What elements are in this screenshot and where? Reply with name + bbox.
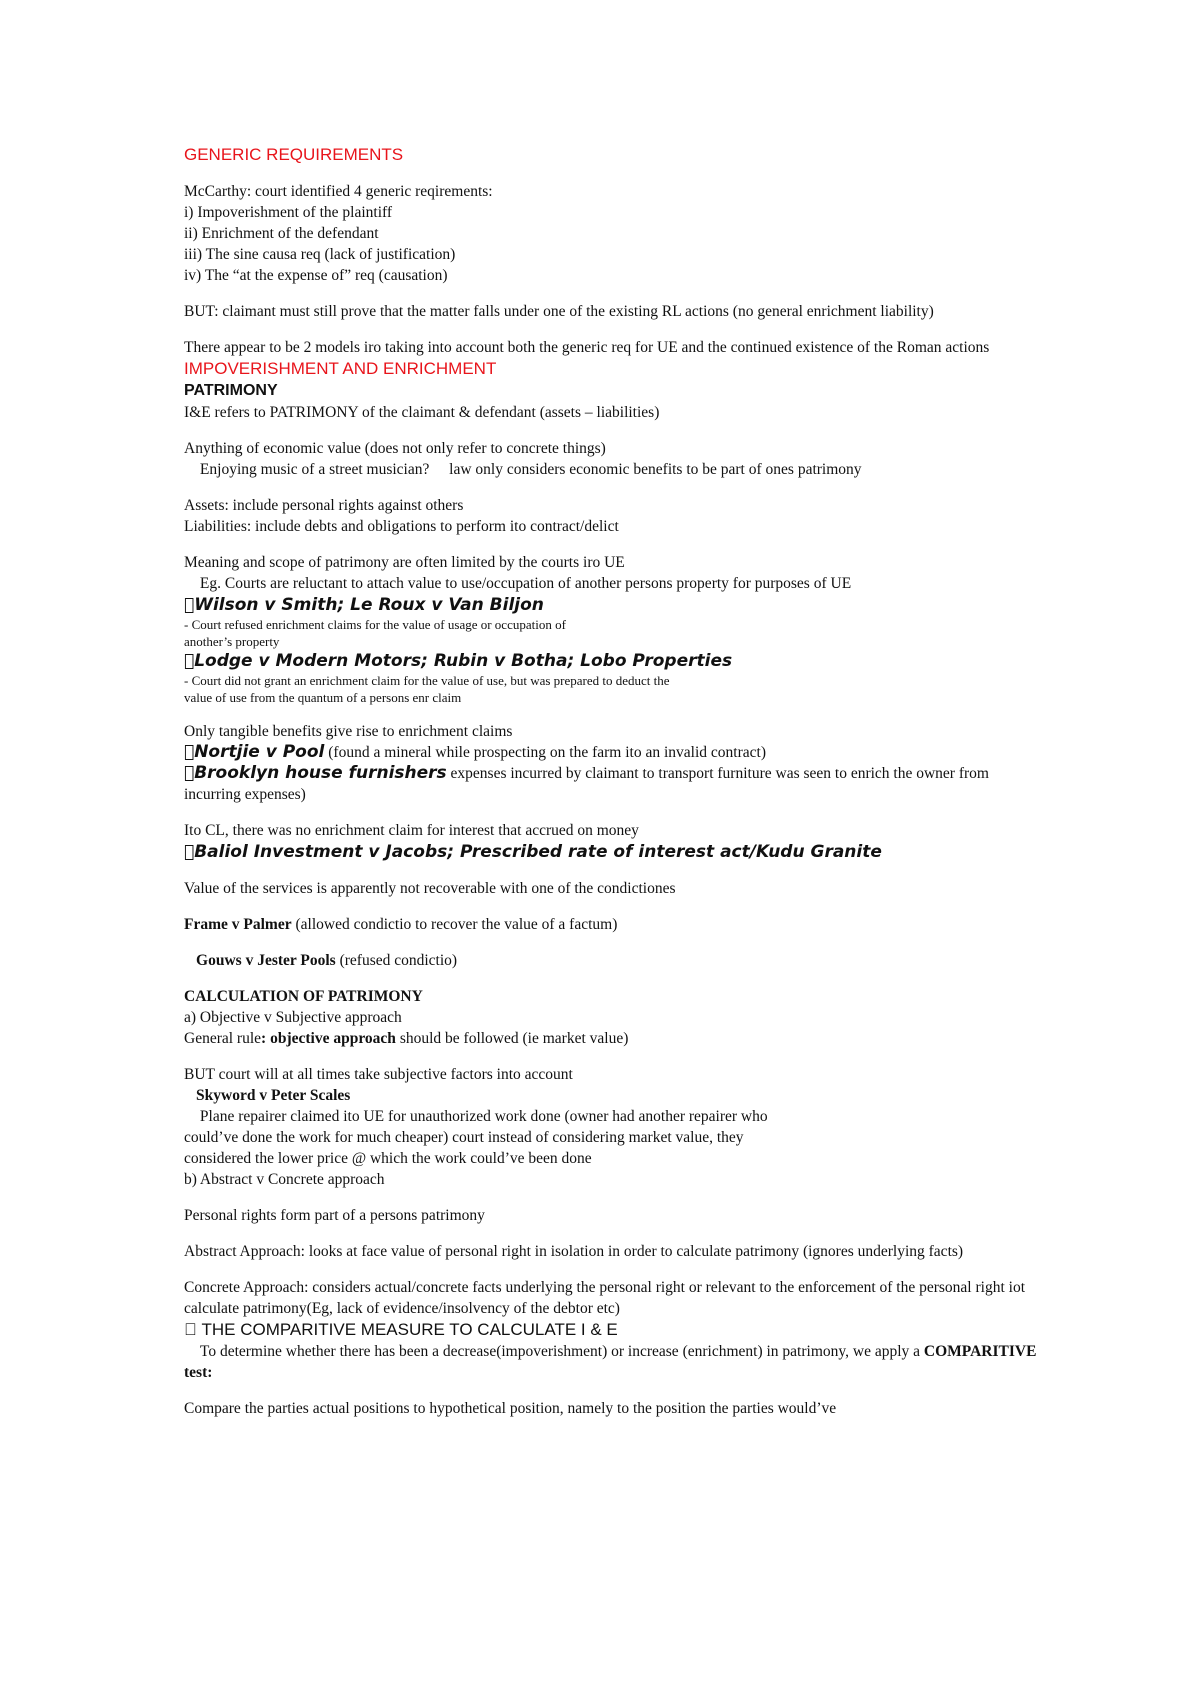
case-heading: Baliol Investment v Jacobs; Prescribed rate of interest act/Kudu Granite	[184, 842, 872, 862]
case-name: Gouws v Jester Pools	[184, 952, 324, 969]
bullet-marker	[184, 805, 1044, 820]
note-line: - Court refused enrichment claims for the value of usage or occupation of	[184, 617, 566, 632]
text-line: Assets: include personal rights against others	[184, 497, 464, 514]
rule-line	[184, 1028, 1044, 1049]
paragraph	[184, 1341, 1044, 1383]
text-run: To determine whether there has been a decrease(impoverishment) or increase (enrichment) in patrimony, we apply a	[184, 1343, 908, 1360]
bullet-marker	[184, 899, 1044, 914]
text-line: Liabilities: include debts and obligations to perform ito contract/delict	[184, 518, 619, 535]
case-heading: Lodge v Modern Motors; Rubin v Botha; Lobo Properties	[184, 651, 722, 671]
text-line: Value of the services is apparently not recoverable with one of the condictiones	[184, 880, 676, 897]
case-heading: Wilson v Smith; Le Roux v Van Biljon	[184, 595, 534, 615]
bullet-marker	[184, 1383, 1044, 1398]
text-line: iii) The sine causa req (lack of justification)	[184, 246, 456, 263]
bullet-marker	[184, 971, 1044, 986]
text-line: Ito CL, there was no enrichment claim for interest that accrued on money	[184, 822, 639, 839]
bullet-marker	[184, 480, 1044, 495]
paragraph: BUT: claimant must still prove that the matter falls under one of the existing RL actions (no general enrichment liability)	[184, 303, 934, 320]
text-line: ii) Enrichment of the defendant	[184, 225, 379, 242]
bullet-marker	[184, 935, 1044, 950]
bullet-marker	[184, 1226, 1044, 1241]
text-line: Enjoying music of a street musician? law only considers economic benefits to be part of ones patrimony	[184, 461, 830, 478]
text-line: could’ve done the work for much cheaper) court instead of considering market value, they	[184, 1129, 744, 1146]
bullet-marker	[184, 706, 1044, 721]
text-line: McCarthy: court identified 4 generic reqirements:	[184, 183, 493, 200]
bullet-marker	[184, 166, 1044, 181]
section-heading: IMPOVERISHMENT AND ENRICHMENT	[184, 359, 497, 378]
text-line: Personal rights form part of a persons patrimony	[184, 1207, 485, 1224]
paragraph: There appear to be 2 models iro taking into account both the generic req for UE and the continued existence of the Roman actions	[184, 339, 990, 356]
case-description: expenses incurred by claimant to transport furniture was seen to enrich the owner from incurring expenses)	[184, 765, 1040, 803]
note-line: - Court did not grant an enrichment claim for the value of use, but was prepared to deduct the	[184, 673, 670, 688]
bullet-marker	[184, 322, 1044, 337]
case-name: Nortjie v Pool	[184, 742, 315, 762]
text-run: General rule	[184, 1030, 262, 1047]
text-line: Eg. Courts are reluctant to attach value to use/occupation of another persons property for purposes of UE	[184, 575, 836, 592]
case-line	[184, 763, 1044, 805]
text-line: Anything of economic value (does not only refer to concrete things)	[184, 440, 606, 457]
text-line: Only tangible benefits give rise to enrichment claims	[184, 723, 513, 740]
case-description: (allowed condictio to recover the value of a factum)	[291, 916, 618, 933]
bold-heading: Skyword v Peter Scales	[184, 1087, 339, 1104]
paragraph: Concrete Approach: considers actual/concrete facts underlying the personal right or relevant to the enforcement of the personal right iot calculate patrimony(Eg, lack of evidence/insolvency of the debtor etc)	[184, 1279, 1025, 1317]
text-line: Compare the parties actual positions to hypothetical position, namely to the position the parties would’ve	[184, 1400, 837, 1417]
case-line	[184, 742, 1044, 763]
text-line: a) Objective v Subjective approach	[184, 1009, 402, 1026]
bullet-marker	[184, 286, 1044, 301]
case-description: (found a mineral while prospecting on the farm ito an invalid contract)	[314, 744, 756, 761]
section-heading: THE COMPARITIVE MEASURE TO CALCULATE I & E	[184, 1320, 601, 1339]
bullet-marker	[184, 1262, 1044, 1277]
text-line: Meaning and scope of patrimony are often limited by the courts iro UE	[184, 554, 625, 571]
section-heading: GENERIC REQUIREMENTS	[184, 145, 404, 164]
emphasis: : objective approach	[261, 1030, 396, 1047]
bullet-marker	[184, 423, 1044, 438]
paragraph: Abstract Approach: looks at face value of personal right in isolation in order to calculate patrimony (ignores underlying facts)	[184, 1243, 964, 1260]
text-line: considered the lower price @ which the work could’ve been done	[184, 1150, 592, 1167]
case-line	[184, 914, 1044, 935]
document-page	[184, 144, 1044, 1419]
bullet-marker	[184, 1190, 1044, 1205]
bold-heading: CALCULATION OF PATRIMONY	[184, 988, 423, 1005]
bullet-marker	[184, 537, 1044, 552]
case-description: (refused condictio)	[323, 952, 446, 969]
text-line: I&E refers to PATRIMONY of the claimant & defendant (assets – liabilities)	[184, 404, 660, 421]
note-line: value of use from the quantum of a persons enr claim	[184, 690, 462, 705]
text-line: b) Abstract v Concrete approach	[184, 1171, 385, 1188]
note-line: another’s property	[184, 634, 280, 649]
case-line	[184, 950, 1044, 971]
text-line: BUT court will at all times take subjective factors into account	[184, 1066, 573, 1083]
bullet-marker	[184, 863, 1044, 878]
case-name: Brooklyn house furnishers	[184, 763, 437, 783]
text-line: i) Impoverishment of the plaintiff	[184, 204, 393, 221]
text-line: Plane repairer claimed ito UE for unauthorized work done (owner had another repairer who	[184, 1108, 752, 1125]
text-run: should be followed (ie market value)	[395, 1030, 629, 1047]
text-line: iv) The “at the expense of” req (causation)	[184, 267, 448, 284]
subsection-heading: PATRIMONY	[184, 382, 278, 399]
bullet-marker	[184, 1049, 1044, 1064]
case-name: Frame v Palmer	[184, 916, 292, 933]
emphasis: COMPARITIVE test:	[184, 1343, 1021, 1381]
